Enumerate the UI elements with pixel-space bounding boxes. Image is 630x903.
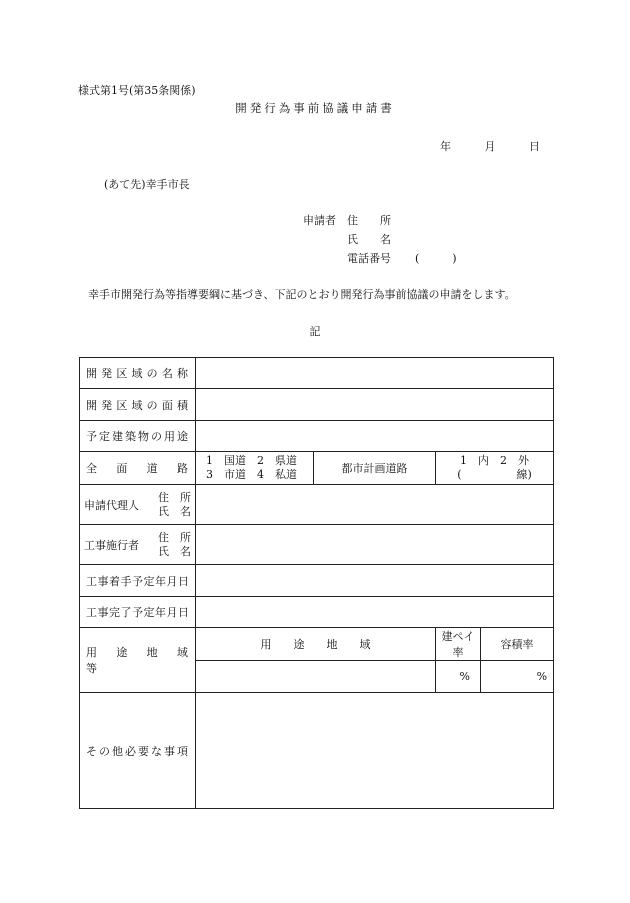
inside-outside-line1: 1 内 2 外 <box>460 454 529 467</box>
contractor-label: 工事施行者 <box>84 538 139 552</box>
end-date-label: 工事完了予定年月日 <box>80 597 196 628</box>
agent-name-label: 氏 名 <box>158 504 191 518</box>
applicant-phone-label: 電話番号 <box>347 252 391 265</box>
contractor-name-label: 氏 名 <box>158 544 191 558</box>
agent-label: 申請代理人 <box>84 498 139 512</box>
ki-heading: 記 <box>309 325 321 338</box>
city-plan-road-label: 都市計画道路 <box>314 452 436 485</box>
year-label: 年 <box>440 140 451 153</box>
end-date-field[interactable] <box>196 597 554 628</box>
zoning-column-header: 用 途 地 域 <box>196 628 436 661</box>
contractor-field[interactable] <box>196 525 554 565</box>
zoning-label: 用 途 地 域 等 <box>80 628 196 693</box>
start-date-label: 工事着手予定年月日 <box>80 565 196 597</box>
applicant-name-label: 氏 名 <box>347 233 391 246</box>
applicant-block <box>303 211 457 268</box>
agent-address-label: 住 所 <box>158 490 191 504</box>
far-field[interactable]: % <box>481 661 554 693</box>
month-label: 月 <box>484 140 496 153</box>
road-types[interactable] <box>196 452 314 485</box>
addressee: (あて先)幸手市長 <box>104 178 190 191</box>
area-name-label: 開発区域の名称 <box>80 358 196 389</box>
road-types-line2: 3 市道 4 私道 <box>206 468 297 481</box>
contractor-address-label: 住 所 <box>158 530 191 544</box>
building-use-field[interactable] <box>196 421 554 452</box>
application-table <box>79 357 554 809</box>
agent-label-cell <box>80 485 196 525</box>
area-name-field[interactable] <box>196 358 554 389</box>
coverage-field[interactable]: % <box>436 661 481 693</box>
applicant-address-label: 住 所 <box>347 214 391 227</box>
day-label: 日 <box>529 140 540 153</box>
building-use-label: 予定建築物の用途 <box>80 421 196 452</box>
area-size-label: 開発区域の面積 <box>80 389 196 421</box>
inside-outside-line2: ( 線) <box>457 468 532 481</box>
zoning-field[interactable] <box>196 661 436 693</box>
contractor-label-cell <box>80 525 196 565</box>
far-column-header: 容積率 <box>481 628 554 661</box>
document-title: 開発行為事前協議申請書 <box>235 101 395 115</box>
area-size-field[interactable] <box>196 389 554 421</box>
form-number-label: 様式第1号(第35条関係) <box>78 84 196 97</box>
inside-outside[interactable] <box>436 452 554 485</box>
date-line <box>440 138 540 154</box>
road-types-line1: 1 国道 2 県道 <box>206 454 297 467</box>
start-date-field[interactable] <box>196 565 554 597</box>
road-label: 全 面 道 路 <box>80 452 196 485</box>
other-matters-label: その他必要な事項 <box>80 693 196 809</box>
application-statement: 幸手市開発行為等指導要綱に基づき、下記のとおり開発行為事前協議の申請をします。 <box>88 288 516 301</box>
coverage-column-header: 建ペイ率 <box>436 628 481 661</box>
agent-field[interactable] <box>196 485 554 525</box>
other-matters-field[interactable] <box>196 693 554 809</box>
applicant-phone-parens: ( ) <box>415 252 457 265</box>
applicant-heading: 申請者 <box>303 214 336 227</box>
